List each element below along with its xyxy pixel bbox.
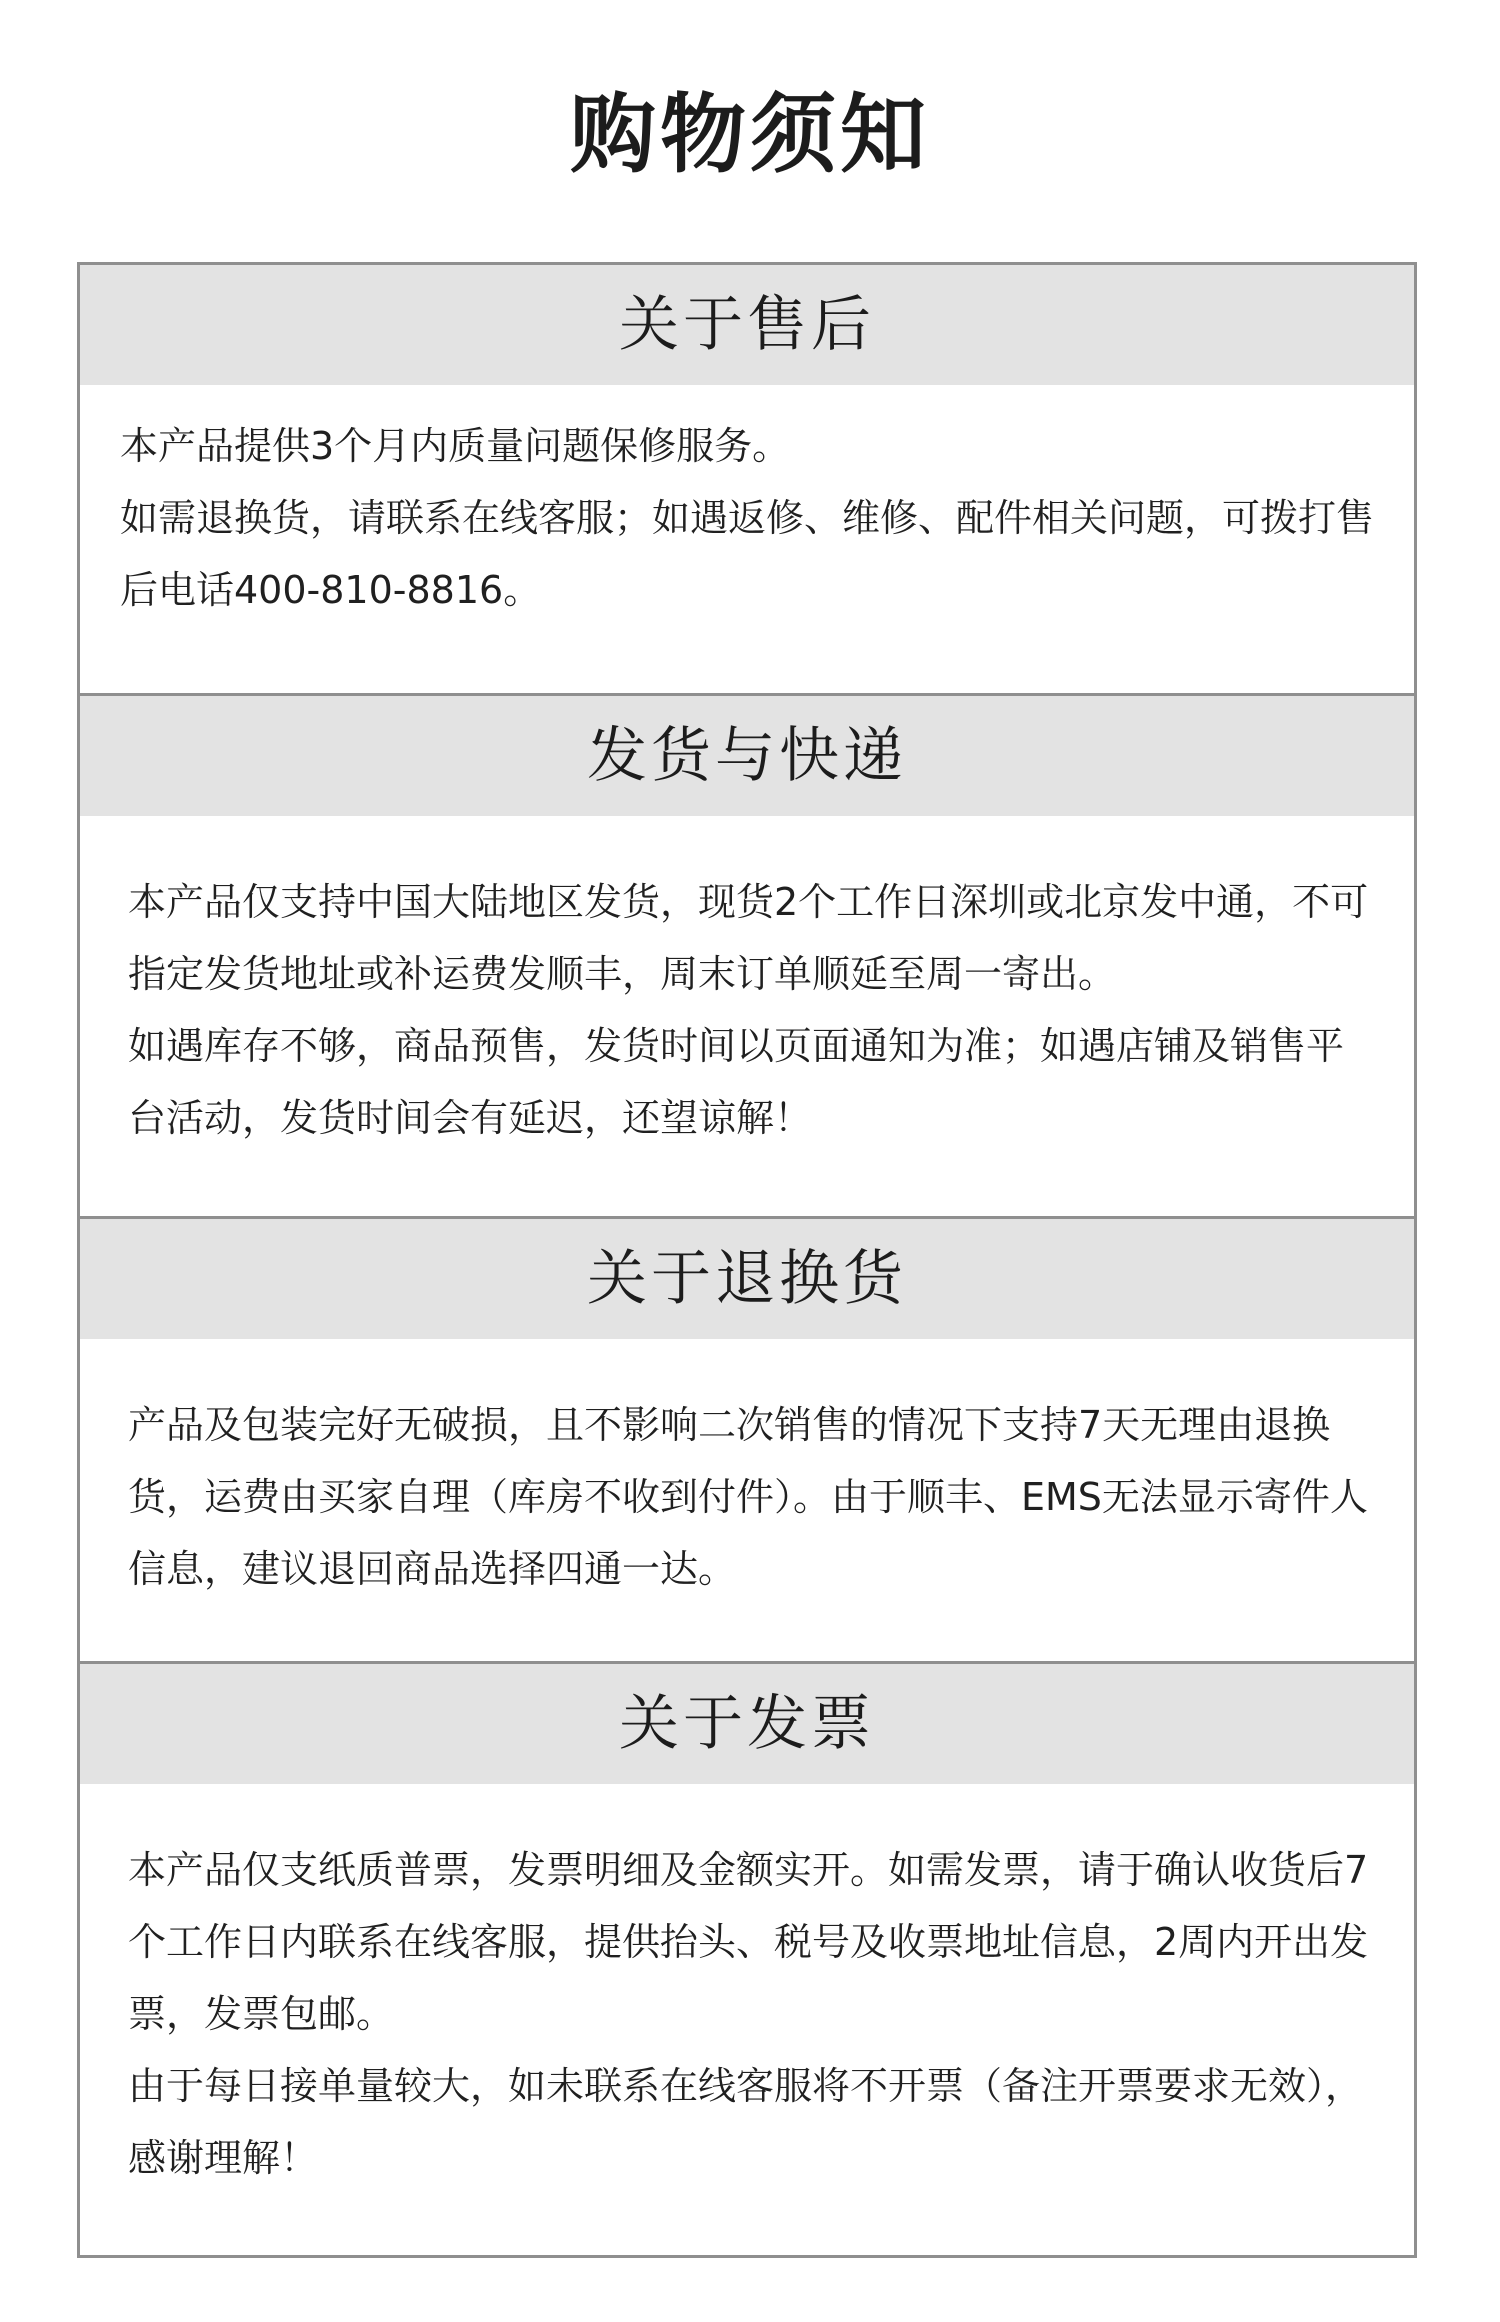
page-title: 购物须知	[570, 84, 930, 185]
paragraph: 如需退换货，请联系在线客服；如遇返修、维修、配件相关问题，可拨打售后电话400-810-8816。	[120, 496, 1375, 612]
section-body-shipping	[80, 816, 1414, 1154]
paragraph: 由于每日接单量较大，如未联系在线客服将不开票（备注开票要求无效），感谢理解！	[128, 2064, 1364, 2180]
section-shipping	[80, 693, 1414, 1219]
paragraph: 如遇库存不够，商品预售，发货时间以页面通知为准；如遇店铺及销售平台活动，发货时间会有延迟，还望谅解！	[128, 1024, 1345, 1140]
section-header-aftersales: 关于售后	[80, 265, 1414, 385]
section-aftersales	[80, 265, 1414, 693]
paragraph: 本产品仅支持中国大陆地区发货，现货2个工作日深圳或北京发中通，不可指定发货地址或补运费发顺丰，周末订单顺延至周一寄出。	[128, 880, 1369, 996]
section-body-invoice	[80, 1784, 1414, 2194]
section-header-shipping: 发货与快递	[80, 696, 1414, 816]
paragraph: 本产品仅支纸质普票，发票明细及金额实开。如需发票，请于确认收货后7个工作日内联系在线客服，提供抬头、税号及收票地址信息，2周内开出发票，发票包邮。	[128, 1848, 1369, 2036]
paragraph: 产品及包装完好无破损，且不影响二次销售的情况下支持7天无理由退换货，运费由买家自理（库房不收到付件）。由于顺丰、EMS无法显示寄件人信息，建议退回商品选择四通一达。	[128, 1403, 1368, 1591]
section-invoice	[80, 1661, 1414, 2258]
section-header-invoice: 关于发票	[80, 1664, 1414, 1784]
section-returns	[80, 1216, 1414, 1664]
paragraph: 本产品提供3个月内质量问题保修服务。	[120, 424, 791, 468]
section-header-returns: 关于退换货	[80, 1219, 1414, 1339]
section-body-aftersales	[80, 385, 1414, 626]
notice-box	[77, 262, 1417, 2258]
section-body-returns	[80, 1339, 1414, 1605]
